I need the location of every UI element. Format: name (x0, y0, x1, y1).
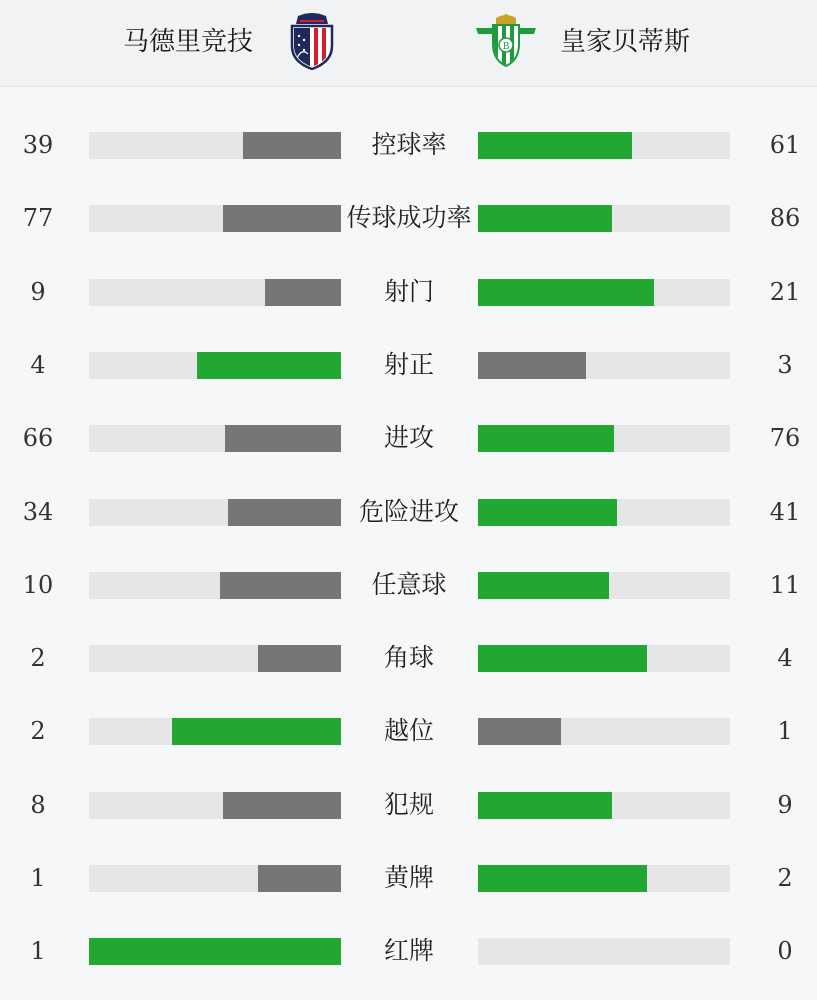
away-stat-value: 86 (769, 204, 801, 232)
home-stat-bar-fill (172, 718, 341, 745)
away-stat-value: 4 (777, 644, 793, 672)
away-stat-bar (478, 132, 730, 159)
away-stat-value: 0 (777, 937, 793, 965)
stat-label: 任意球 (371, 570, 447, 599)
home-stat-bar-fill (265, 279, 341, 306)
home-stat-bar (89, 499, 341, 526)
away-stat-bar-fill (478, 425, 614, 452)
away-stat-bar-fill (478, 572, 609, 599)
home-stat-bar-fill (258, 865, 341, 892)
stat-row (0, 130, 817, 160)
stat-label: 进攻 (383, 423, 434, 452)
stat-label: 越位 (383, 716, 434, 745)
match-header (0, 0, 817, 87)
away-stat-bar (478, 938, 730, 965)
stat-row (0, 350, 817, 380)
home-stat-value: 1 (30, 937, 46, 965)
real-betis-crest-icon (476, 12, 536, 68)
stat-label: 控球率 (371, 130, 447, 159)
home-team-name: 马德里竞技 (123, 27, 254, 57)
atletico-madrid-crest-icon (288, 12, 336, 70)
away-stat-bar (478, 718, 730, 745)
away-stat-bar-fill (478, 205, 612, 232)
away-stat-value: 11 (769, 571, 801, 599)
home-stat-bar (89, 279, 341, 306)
home-stat-bar-fill (228, 499, 341, 526)
stat-label: 射门 (383, 277, 434, 306)
away-stat-bar (478, 352, 730, 379)
home-stat-bar-fill (223, 792, 341, 819)
stat-row (0, 497, 817, 527)
home-stat-bar (89, 205, 341, 232)
away-stat-bar-fill (478, 279, 654, 306)
away-stat-bar-fill (478, 718, 561, 745)
home-stat-bar (89, 645, 341, 672)
home-stat-bar-fill (223, 205, 341, 232)
stat-row (0, 203, 817, 233)
home-stat-bar (89, 938, 341, 965)
stat-label: 危险进攻 (358, 497, 459, 526)
stat-row (0, 716, 817, 746)
away-stat-bar (478, 279, 730, 306)
home-stat-bar (89, 865, 341, 892)
home-stat-value: 2 (30, 717, 46, 745)
home-stat-bar-fill (89, 938, 341, 965)
home-stat-value: 77 (22, 204, 54, 232)
away-stat-bar-fill (478, 499, 617, 526)
home-stat-bar (89, 718, 341, 745)
away-stat-bar-fill (478, 352, 586, 379)
home-stat-bar-fill (197, 352, 341, 379)
away-stat-value: 1 (777, 717, 793, 745)
away-stat-value: 2 (777, 864, 793, 892)
svg-text:B: B (502, 42, 510, 52)
away-stat-bar (478, 792, 730, 819)
home-stat-bar (89, 572, 341, 599)
home-stat-value: 8 (30, 791, 46, 819)
home-stat-bar (89, 132, 341, 159)
away-stat-value: 3 (777, 351, 793, 379)
home-stat-value: 1 (30, 864, 46, 892)
away-stat-bar (478, 865, 730, 892)
home-stat-value: 34 (22, 498, 54, 526)
away-stat-bar-fill (478, 645, 647, 672)
home-stat-value: 4 (30, 351, 46, 379)
stat-row (0, 570, 817, 600)
away-stat-value: 61 (769, 131, 801, 159)
home-stat-bar-fill (220, 572, 341, 599)
stat-row (0, 643, 817, 673)
away-stat-bar (478, 499, 730, 526)
stat-label: 犯规 (383, 790, 434, 819)
stat-label: 传球成功率 (346, 203, 472, 232)
away-stat-bar-fill (478, 865, 647, 892)
home-stat-bar-fill (225, 425, 341, 452)
stat-row (0, 863, 817, 893)
stat-row (0, 423, 817, 453)
stat-label: 红牌 (383, 936, 434, 965)
stat-label: 黄牌 (383, 863, 434, 892)
home-stat-bar (89, 425, 341, 452)
home-stat-value: 2 (30, 644, 46, 672)
away-stat-bar (478, 572, 730, 599)
away-stat-bar (478, 645, 730, 672)
home-stat-value: 9 (30, 278, 46, 306)
away-stat-value: 21 (769, 278, 801, 306)
away-team-name: 皇家贝蒂斯 (560, 27, 691, 57)
away-stat-bar (478, 425, 730, 452)
stat-row (0, 936, 817, 966)
away-stat-bar (478, 205, 730, 232)
home-stat-value: 10 (22, 571, 54, 599)
home-stat-bar-fill (258, 645, 341, 672)
home-stat-value: 66 (22, 424, 54, 452)
away-stat-value: 76 (769, 424, 801, 452)
stat-label: 角球 (383, 643, 434, 672)
away-stat-bar-fill (478, 792, 612, 819)
home-stat-value: 39 (22, 131, 54, 159)
away-stat-bar-fill (478, 132, 632, 159)
stat-label: 射正 (383, 350, 434, 379)
home-stat-bar (89, 792, 341, 819)
stat-row (0, 790, 817, 820)
away-stat-value: 41 (769, 498, 801, 526)
away-stat-value: 9 (777, 791, 793, 819)
home-stat-bar (89, 352, 341, 379)
home-stat-bar-fill (243, 132, 341, 159)
stat-row (0, 277, 817, 307)
